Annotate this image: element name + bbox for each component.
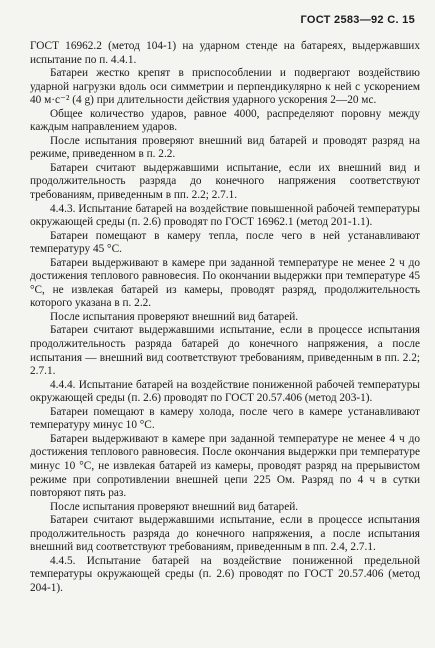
paragraph: После испытания проверяют внешний вид батарей.	[50, 310, 299, 323]
paragraph: Батареи считают выдержавшими испытание, если в процессе испытания продолжительность разряда до конечного напряжения, а после испытания внешний вид соответствуют требованиям, приведенным в пп. 2.4, 2.7.1.	[30, 514, 420, 554]
paragraph: Батареи считают выдержавшими испытание, если их внешний вид и продолжительность разряда до конечного напряжения соответствуют требованиям, приведенным в пп. 2.2; 2.7.1.	[30, 161, 420, 202]
paragraph: Общее количество ударов, равное 4000, распределяют поровну между каждым направлением ударов.	[30, 107, 420, 134]
running-head: ГОСТ 2583—92 С. 15	[300, 14, 415, 26]
section-heading-4-4-3: 4.4.3. Испытание батарей на воздействие повышенной рабочей температуры окружающей среды (п. 2.6) проводят по ГОСТ 16962.1 (метод 201-1.1).	[30, 202, 420, 229]
section-heading-4-4-5: 4.4.5. Испытание батарей на воздействие пониженной предельной температуры окружающей среды (п. 2.6) проводят по ГОСТ 20.57.406 (метод 204-1).	[30, 554, 420, 594]
body-text	[30, 40, 420, 595]
paragraph: Батареи выдерживают в камере при заданной температуре не менее 2 ч до достижения теплового равновесия. По окончании выдержки при температуре 45 °С, не извлекая батарей из камеры, проводят разряд, продолжительность которого указана в п. 2.2.	[30, 256, 420, 310]
paragraph: После испытания проверяют внешний вид батарей и проводят разряд на режиме, приведенном в п. 2.2.	[30, 134, 420, 161]
paragraph: Батареи помещают в камеру тепла, после чего в ней устанавливают температуру 45 °С.	[30, 229, 420, 256]
paragraph: Батареи считают выдержавшими испытание, если в процессе испытания продолжительность разряда батарей до конечного напряжения, а после испытания — внешний вид соответствуют требованиям, приведенным в пп. 2.2; 2.7.1.	[30, 324, 420, 378]
paragraph: Батареи помещают в камеру холода, после чего в камере устанавливают температуру минус 10 °С.	[30, 405, 420, 432]
paragraph: После испытания проверяют внешний вид батарей.	[50, 500, 299, 513]
paragraph: ГОСТ 16962.2 (метод 104-1) на ударном стенде на батареях, выдержавших испытание по п. 4.4.1.	[30, 40, 420, 66]
paragraph: Батареи выдерживают в камере при заданной температуре не менее 4 ч до достижения теплового равновесия. После окончания выдержки при температуре минус 10 °С, не извлекая батарей из камеры, проводят разряд на прерывистом режиме при сопротивлении внешней цепи 225 Ом. Разряд по 4 ч в сутки повторяют пять раз.	[30, 432, 420, 500]
paragraph: Батареи жестко крепят в приспособлении и подвергают воздействию ударной нагрузки вдоль оси симметрии и перпендикулярно к ней с ускорением 40 м·с⁻² (4 g) при длительности действия ударного ускорения 2—20 мс.	[30, 67, 420, 107]
section-heading-4-4-4: 4.4.4. Испытание батарей на воздействие пониженной рабочей температуры окружающей среды (п. 2.6) проводят по ГОСТ 20.57.406 (метод 203-1).	[30, 378, 420, 405]
